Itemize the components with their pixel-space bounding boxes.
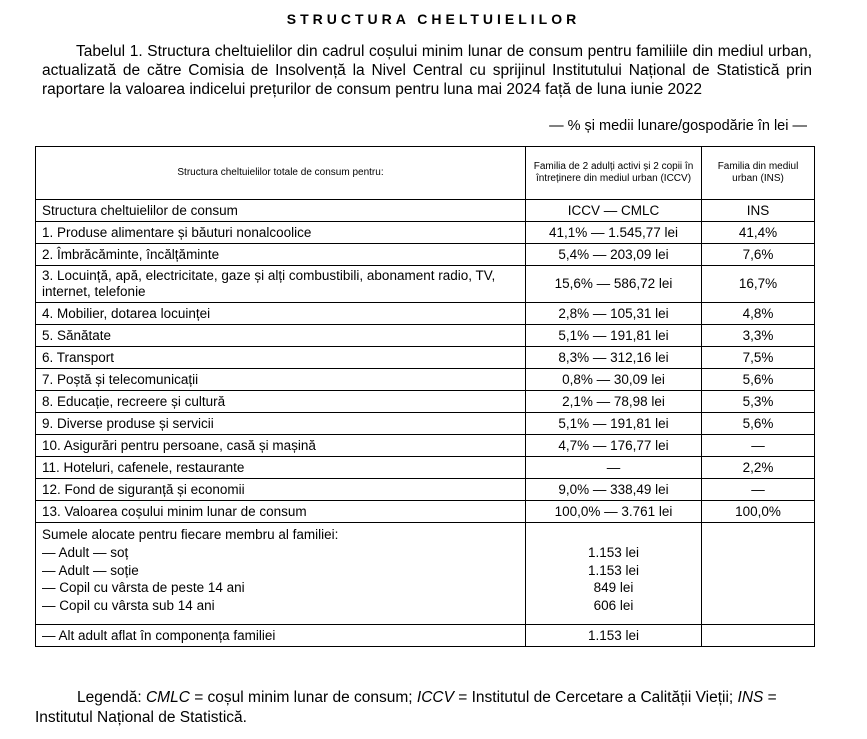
- table-row: [36, 435, 815, 457]
- row-label: 3. Locuință, apă, electricitate, gaze și alți combustibili, abonament radio, TV, internet, telefonie: [36, 266, 526, 303]
- row-ins: 41,4%: [702, 222, 815, 244]
- table-row: [36, 625, 815, 647]
- table-row: [36, 244, 815, 266]
- member-value: 1.153 lei: [587, 544, 640, 560]
- table-row: [36, 391, 815, 413]
- row-iccv: 41,1% — 1.545,77 lei: [526, 222, 702, 244]
- table-row: [36, 222, 815, 244]
- expense-structure-table: [35, 146, 815, 647]
- table-row: [36, 457, 815, 479]
- row-label: 1. Produse alimentare și băuturi nonalcoolice: [36, 222, 526, 244]
- legend-term-cmlc: CMLC: [145, 689, 190, 706]
- legend-def-ins: = Institutul Național de Statistică.: [35, 689, 777, 726]
- row-iccv: ICCV — CMLC: [526, 200, 702, 222]
- row-label: 2. Îmbrăcăminte, încălțăminte: [36, 244, 526, 266]
- row-ins: 5,6%: [702, 413, 815, 435]
- row-iccv: 2,8% — 105,31 lei: [526, 303, 702, 325]
- legend-prefix: Legendă:: [77, 689, 146, 706]
- legend-term-ins: INS: [737, 689, 764, 706]
- row-ins: 7,5%: [702, 347, 815, 369]
- legend-def-cmlc: = coșul minim lunar de consum;: [189, 689, 417, 706]
- row-label: 7. Poștă și telecomunicații: [36, 369, 526, 391]
- row-label: 6. Transport: [36, 347, 526, 369]
- row-iccv: 100,0% — 3.761 lei: [526, 501, 702, 523]
- row-ins: 7,6%: [702, 244, 815, 266]
- row-iccv: —: [526, 457, 702, 479]
- row-label: Structura cheltuielilor de consum: [36, 200, 526, 222]
- legend-term-iccv: ICCV: [416, 689, 454, 706]
- member-label: — Copil cu vârsta sub 14 ani: [42, 598, 215, 614]
- row-label: 8. Educație, recreere și cultură: [36, 391, 526, 413]
- header-iccv: Familia de 2 adulți activi și 2 copii în întreținere din mediul urban (ICCV): [526, 147, 702, 200]
- table-row: [36, 266, 815, 303]
- table-header-row: [36, 147, 815, 200]
- members-values: [526, 523, 702, 625]
- header-ins: Familia din mediul urban (INS): [702, 147, 815, 200]
- member-label: — Copil cu vârsta de peste 14 ani: [42, 580, 245, 596]
- row-ins: —: [702, 479, 815, 501]
- members-ins-empty: [702, 523, 815, 625]
- row-ins: 2,2%: [702, 457, 815, 479]
- row-ins-empty: [702, 625, 815, 647]
- table-row: [36, 347, 815, 369]
- row-iccv: 9,0% — 338,49 lei: [526, 479, 702, 501]
- member-value: 849 lei: [593, 580, 634, 596]
- table-row: [36, 369, 815, 391]
- row-iccv: 4,7% — 176,77 lei: [526, 435, 702, 457]
- row-label: — Alt adult aflat în componența familiei: [36, 625, 526, 647]
- row-iccv: 2,1% — 78,98 lei: [526, 391, 702, 413]
- row-ins: 16,7%: [702, 266, 815, 303]
- row-ins: 5,6%: [702, 369, 815, 391]
- header-structure: Structura cheltuielilor totale de consum pentru:: [36, 147, 526, 200]
- table-row: [36, 413, 815, 435]
- row-label: 11. Hoteluri, cafenele, restaurante: [36, 457, 526, 479]
- row-ins: —: [702, 435, 815, 457]
- legend-def-iccv: = Institutul de Cercetare a Calității Vieții;: [453, 689, 738, 706]
- page-title: STRUCTURA CHELTUIELILOR: [286, 11, 581, 27]
- member-value: 1.153 lei: [587, 562, 640, 578]
- row-iccv: 5,1% — 191,81 lei: [526, 325, 702, 347]
- row-ins: 3,3%: [702, 325, 815, 347]
- row-label: 10. Asigurări pentru persoane, casă și mașină: [36, 435, 526, 457]
- table-row: [36, 501, 815, 523]
- row-label: 12. Fond de siguranță și economii: [36, 479, 526, 501]
- row-iccv: 8,3% — 312,16 lei: [526, 347, 702, 369]
- row-iccv: 5,1% — 191,81 lei: [526, 413, 702, 435]
- row-iccv: 15,6% — 586,72 lei: [526, 266, 702, 303]
- members-labels: [36, 523, 526, 625]
- row-ins: INS: [702, 200, 815, 222]
- row-label: 5. Sănătate: [36, 325, 526, 347]
- legend: [35, 688, 806, 728]
- row-ins: 100,0%: [702, 501, 815, 523]
- row-iccv: 1.153 lei: [526, 625, 702, 647]
- table-row: [36, 325, 815, 347]
- row-ins: 4,8%: [702, 303, 815, 325]
- member-label: — Adult — soție: [42, 562, 139, 578]
- members-row: [36, 523, 815, 625]
- row-iccv: 5,4% — 203,09 lei: [526, 244, 702, 266]
- row-label: 4. Mobilier, dotarea locuinței: [36, 303, 526, 325]
- table-caption: Tabelul 1. Structura cheltuielilor din cadrul coșului minim lunar de consum pentru familiile din mediul urban, actualizată de către Comisia de Insolvență la Nivel Central cu sprijinul Institutului Național de Statistică prin raportare la valoarea indicelui prețurilor de consum pentru luna mai 2024 față de luna iunie 2022: [42, 43, 812, 98]
- member-value: 606 lei: [593, 598, 634, 614]
- units-note: — % și medii lunare/gospodărie în lei —: [549, 118, 807, 134]
- table-row: [36, 303, 815, 325]
- row-iccv: 0,8% — 30,09 lei: [526, 369, 702, 391]
- table-row: [36, 479, 815, 501]
- row-ins: 5,3%: [702, 391, 815, 413]
- members-heading: Sumele alocate pentru fiecare membru al familiei:: [42, 527, 339, 542]
- member-label: — Adult — soț: [42, 544, 129, 560]
- table-row: [36, 200, 815, 222]
- row-label: 9. Diverse produse și servicii: [36, 413, 526, 435]
- row-label: 13. Valoarea coșului minim lunar de consum: [36, 501, 526, 523]
